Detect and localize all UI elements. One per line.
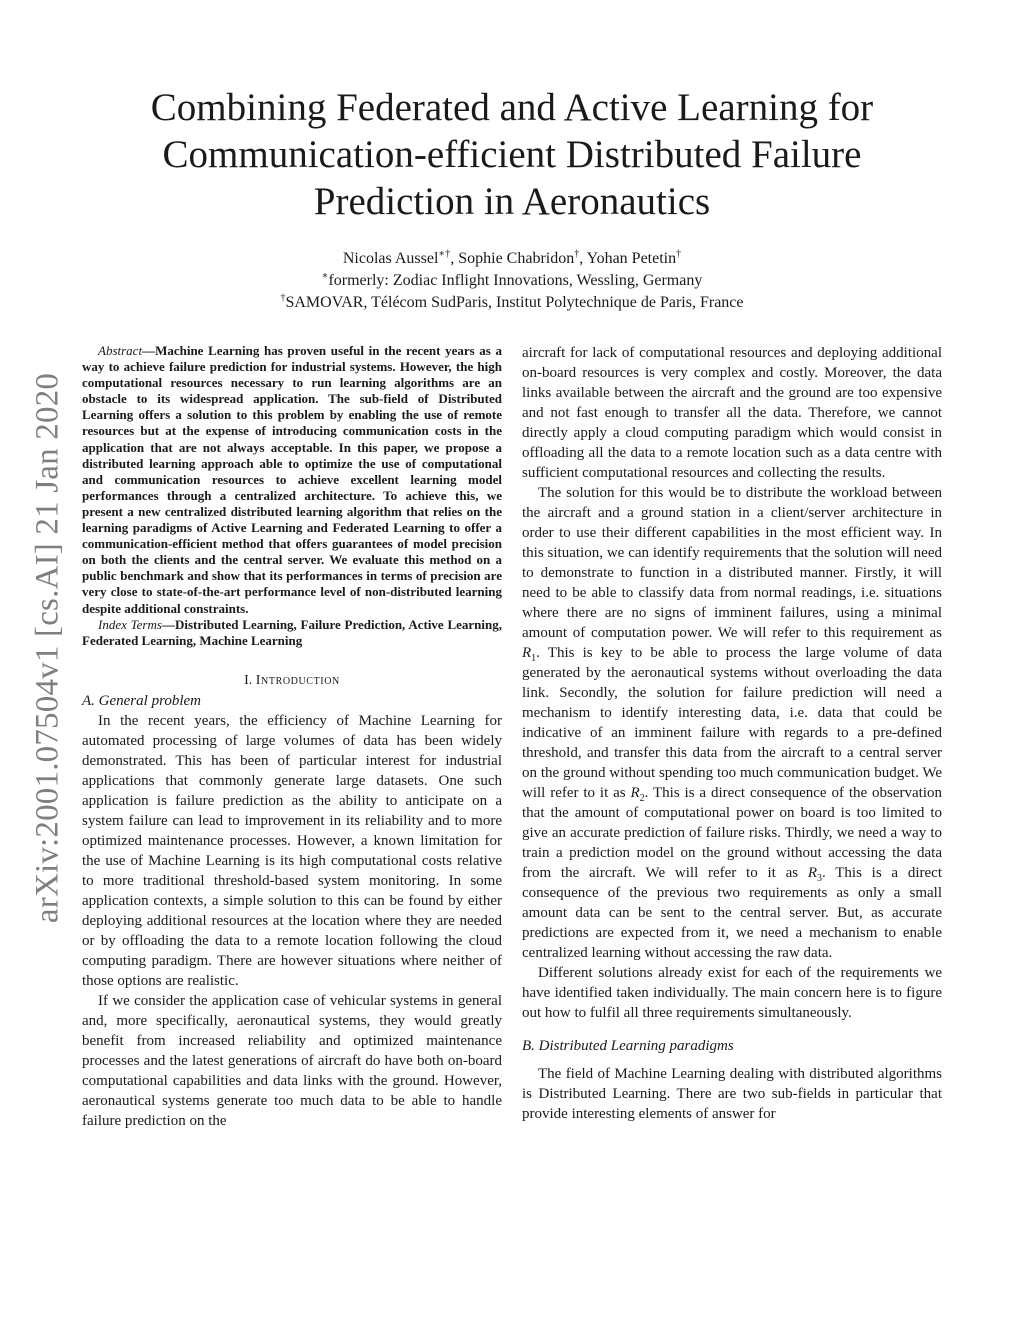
affiliation (150, 292, 874, 314)
author-mark: † (574, 248, 580, 260)
affiliation-text: formerly: Zodiac Inflight Innovations, Wessling, Germany (328, 272, 703, 289)
author-mark: † (676, 248, 682, 260)
abstract-label: Abstract (98, 343, 143, 358)
paragraph-continuation: aircraft for lack of computational resources and deploying additional on-board resources is very complex and costly. Moreover, the data links available between the aircraft and the ground are too expensive and not fast enough to transfer all the data. Therefore, we cannot directly apply a cloud computing paradigm which would consist in offloading all the data to a remote location such as a data centre with sufficient computational resources and collecting the results. (522, 345, 942, 481)
index-terms (82, 617, 502, 649)
right-column (522, 343, 942, 1124)
paragraph: If we consider the application case of vehicular systems in general and, more specifically, aeronautical systems, they would greatly benefit from increased reliability and optimized maintenance processes and the latest generations of aircraft do have both on-board computational capabilities and data links with the ground. However, aeronautical systems generate too much data to be able to handle failure prediction on the (82, 992, 502, 1129)
requirement-symbol (630, 785, 645, 804)
symbol-subscript: 2 (639, 793, 645, 804)
arxiv-identifier: arXiv:2001.07504v1 [cs.AI] 21 Jan 2020 (29, 372, 66, 924)
affiliation-mark: ∗ (321, 270, 329, 282)
affiliation-mark: † (280, 292, 286, 304)
paragraph-text: . This is key to be able to process the large volume of data generated by the aeronautical systems without overloading the data link. Secondly, the solution for failure prediction will need a mechanism to identify interesting data, i.e. data that could be indicative of an imminent failure with regards to a pre-defined threshold, and transfer this data from the aircraft to a central server on the ground without spending too much communication budget. We will refer to it as (522, 645, 942, 801)
requirement-symbol (522, 645, 537, 664)
author-name: Sophie Chabridon (458, 250, 575, 267)
paragraph (522, 483, 942, 963)
index-terms-label: Index Terms (98, 616, 162, 632)
symbol-letter: R (630, 785, 640, 801)
symbol-subscript: 3 (817, 873, 822, 884)
section-number: I. (244, 672, 253, 688)
paragraph-text: The solution for this would be to distribute the workload between the aircraft and a ground station in a client/server architecture in order to use their different capabilities in the most efficient way. In this situation, we can identify requirements that the solution will need to demonstrate to function in a distributed manner. Firstly, it will need to be able to classify data from normal readings, i.e. situations where there are no signs of imminent failures, using a minimal amount of computation power. We will refer to this requirement as (522, 485, 942, 641)
paragraph: In the recent years, the efficiency of Machine Learning for automated processing of large volumes of data has been widely demonstrated. This has been of particular interest for industrial applications that commonly generate large datasets. One such application is failure prediction as the ability to anticipate on a system failure can lead to improvement in its reliability and to more optimized maintenance processes. However, a known limitation for the use of Machine Learning is its high computational costs relative to more traditional threshold-based system monitoring. In some application contexts, a simple solution to this can be found by either deploying additional resources at the location where they are needed or by offloading the data to a remote location following the cloud computing paradigm. There are however situations where neither of those options are realistic. (82, 712, 502, 989)
paragraph-text: . This is a direct consequence of the observation that the amount of computational power on board is too limited to give an accurate prediction of failure risks. Thirdly, we need a way to train a prediction model on the ground without accessing the data from the aircraft. We will refer to it as (522, 785, 942, 881)
abstract (82, 343, 502, 617)
author-names: Nicolas Aussel∗†, Sophie Chabridon†, Yohan Petetin† (342, 248, 682, 267)
abstract-text: —Machine Learning has proven useful in the recent years as a way to achieve failure prediction for industrial systems. However, the high computational resources necessary to run learning algorithms are an obstacle to its widespread application. The sub-field of Distributed Learning offers a solution to this problem by enabling the use of remote resources but at the expense of introducing communication costs in the application that are not always acceptable. In this paper, we propose a distributed learning approach able to optimize the use of computational and communication resources to achieve excellent learning model performances through a centralized architecture. To achieve this, we present a new centralized distributed learning algorithm that relies on the learning paradigms of Active Learning and Federated Learning to offer a communication-efficient method that offers guarantees of model precision on both the clients and the central server. We evaluate this method on a public benchmark and show that its performances in terms of precision are very close to state-of-the-art performance level of non-distributed learning despite additional constraints. (82, 343, 502, 616)
affiliation (150, 270, 874, 292)
author-mark: ∗† (438, 248, 451, 260)
paragraph: The field of Machine Learning dealing with distributed algorithms is Distributed Learning. There are two sub-fields in particular that provide interesting elements of answer for (522, 1066, 942, 1122)
symbol-letter: R (807, 865, 817, 881)
subsection-heading: A. General problem (82, 692, 202, 709)
paper-title (100, 84, 924, 225)
author-block (150, 248, 874, 314)
title-line: Communication-efficient Distributed Failure (162, 133, 862, 176)
section-heading (82, 671, 502, 691)
paragraph: Different solutions already exist for each of the requirements we have identified taken individually. The main concern here is to figure out how to fulfil all three requirements simultaneously. (522, 965, 942, 1021)
section-title: Introduction (255, 672, 340, 688)
paragraph-text: . This is a direct consequence of the previous two requirements as only a small amount data can be sent to the central server. But, as accurate predictions are expected from it, we need a mechanism to enable centralized learning without accessing the raw data. (522, 865, 942, 961)
symbol-letter: R (522, 645, 532, 661)
author-name: Nicolas Aussel (342, 250, 439, 267)
subsection-heading: B. Distributed Learning paradigms (522, 1038, 734, 1054)
symbol-subscript: 1 (531, 653, 537, 664)
requirement-symbol (807, 865, 822, 884)
index-terms-text: —Distributed Learning, Failure Prediction, Active Learning, Federated Learning, Machine Learning (82, 616, 502, 648)
title-line: Prediction in Aeronautics (313, 180, 711, 223)
left-column (82, 343, 502, 1131)
author-name: Yohan Petetin (586, 250, 677, 267)
title-line: Combining Federated and Active Learning for (150, 86, 874, 129)
affiliation-text: SAMOVAR, Télécom SudParis, Institut Polytechnique de Paris, France (285, 294, 744, 311)
